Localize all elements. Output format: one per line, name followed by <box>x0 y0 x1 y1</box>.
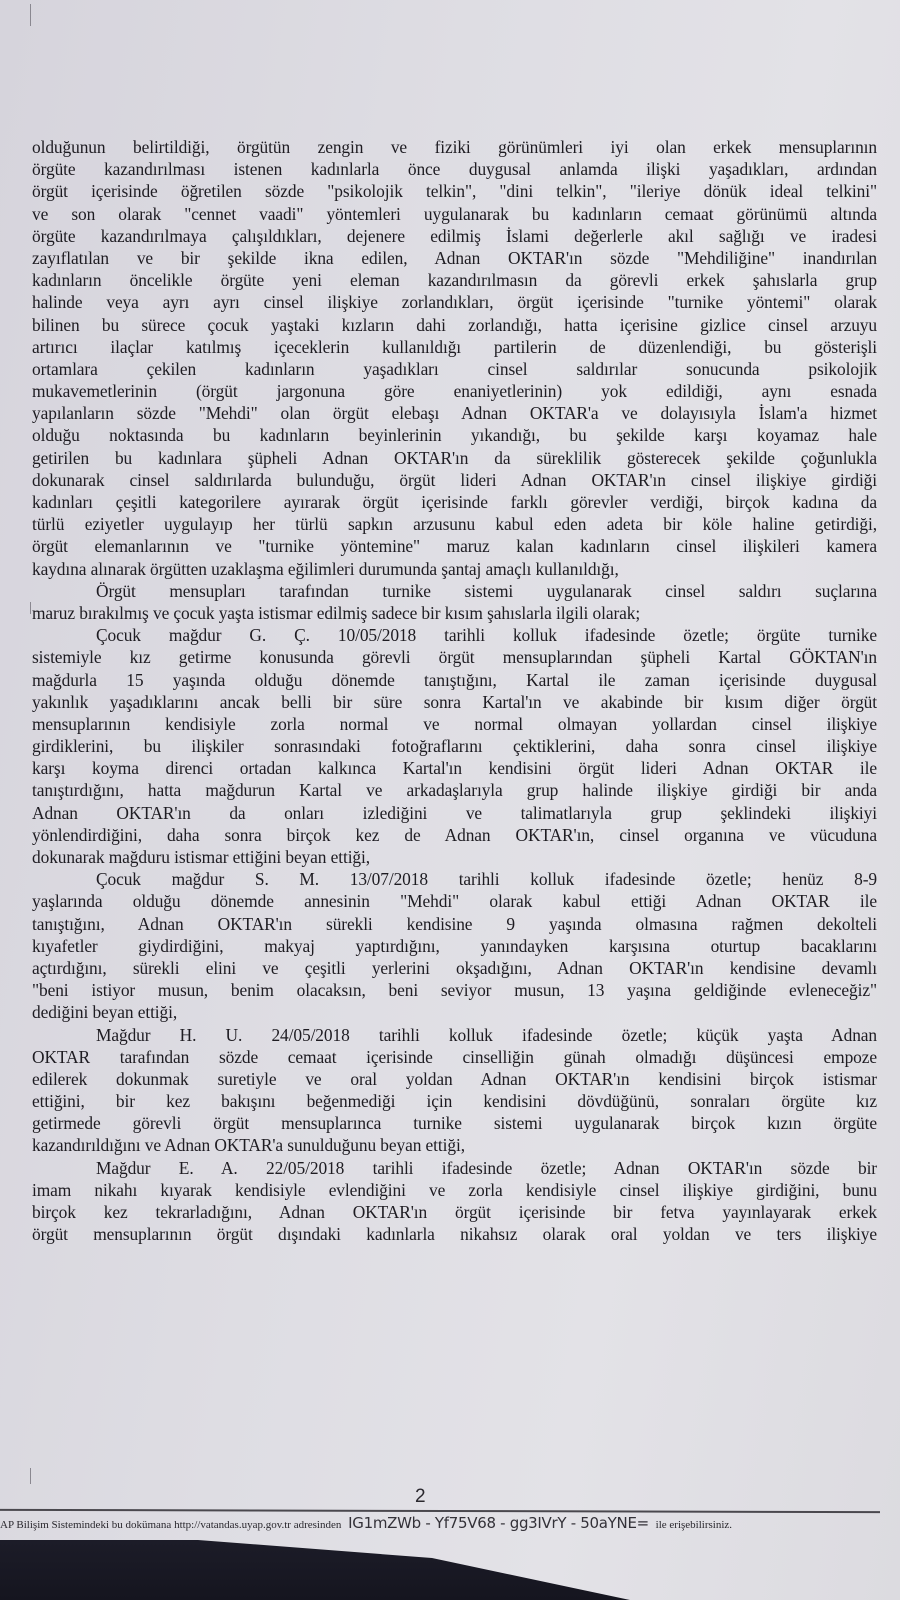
footer-suffix: ile erişebilirsiniz. <box>655 1519 733 1531</box>
document-line: dokunarak cinsel saldırılarda bulunduğu, örgüt lideri Adnan OKTAR'ın cinsel ilişkiye girdiği <box>32 469 877 490</box>
document-line: yapılanların sözde "Mehdi" olan örgüt elebaşı Adnan OKTAR'a ve dolayısıyla İslam'a hizmet <box>32 403 877 424</box>
document-line: ve son olarak "cennet vaadi" yöntemleri uygulanarak bu kadınların cemaat görünümü altında <box>32 203 877 224</box>
document-line: kazandırıldığını ve Adnan OKTAR'a sunulduğunu beyan ettiği, <box>32 1135 465 1156</box>
footer-access-note <box>0 1514 890 1532</box>
desk-background <box>0 1540 900 1600</box>
margin-mark-mid <box>30 602 31 614</box>
document-line: örgüt elemanlarının ve "turnike yöntemine" maruz kalan kadınların cinsel ilişkileri kamera <box>32 536 877 557</box>
document-line: artırıcı ilaçlar katılmış içeceklerin kullanıldığı partilerin de düzenlendiği, bu gösterişli <box>32 336 877 357</box>
document-line: Örgüt mensupları tarafından turnike sistemi uygulanarak cinsel saldırı suçlarına <box>96 580 877 601</box>
margin-mark-top <box>30 4 31 26</box>
footer-prefix: AP Bilişim Sistemindeki bu dokümana http://vatandas.uyap.gov.tr adresinden <box>0 1519 342 1531</box>
document-line: örgüte kazandırılmaya çalışıldıkları, dejenere edilmiş İslami değerlerle akıl sağlığı ve iradesi <box>32 225 877 246</box>
document-line: yönlendirdiğini, daha sonra birçok kez de Adnan OKTAR'ın, cinsel organına ve vücuduna <box>32 824 877 845</box>
document-line: ortamlara çekilen kadınların yaşadıkları cinsel saldırılar sonucunda psikolojik <box>32 358 877 379</box>
document-line: açtırdığını, sürekli elini ve çeşitli yerlerini okşadığını, Adnan OKTAR'ın kendisine devamlı <box>32 957 877 978</box>
document-line: tanıştırdığını, hatta mağdurun Kartal ve arkadaşlarıyla grup halinde ilişkiye girdiği bir anda <box>32 780 877 801</box>
document-line: karşı koyma direnci ortadan kalkınca Kartal'ın kendisini örgüt lideri Adnan OKTAR ile <box>32 758 877 779</box>
document-line: olduğunun belirtildiği, örgütün zengin ve fiziki görünümleri iyi olan erkek mensuplarının <box>32 137 877 157</box>
document-line: kaydına alınarak örgütten uzaklaşma eğilimleri durumunda şantaj amaçlı kullanıldığı, <box>32 558 619 579</box>
document-line: örgüte kazandırılması istenen kadınlarla önce duygusal anlamda ilişki yaşadıkları, ardından <box>32 159 877 180</box>
document-line: dokunarak mağduru istismar ettiğini beyan ettiği, <box>32 847 371 867</box>
document-line: türlü eziyetler uygulayıp her türlü sapkın arzusunu kabul eden adeta bir köle haline getirdiği, <box>32 514 877 535</box>
document-line: Çocuk mağdur S. M. 13/07/2018 tarihli kolluk ifadesinde özetle; henüz 8-9 <box>96 869 877 890</box>
document-line: Mağdur E. A. 22/05/2018 tarihli ifadesinde özetle; Adnan OKTAR'ın sözde bir <box>96 1157 877 1178</box>
document-line: mensuplarının kendisiyle zorla normal ve normal olmayan yollardan cinsel ilişkiye <box>32 713 877 734</box>
document-line: halinde veya ayrı ayrı cinsel ilişkiye zorlandıkları, örgüt içerisinde "turnike yöntemi" olarak <box>32 292 877 313</box>
document-line: "beni istiyor musun, benim olacaksın, beni seviyor musun, 13 yaşına geldiğinde evleneceğiz" <box>32 980 877 1001</box>
document-line: girdiklerini, bu ilişkiler sonrasındaki fotoğraflarını çektiklerini, daha sonra cinsel ilişkiye <box>32 736 877 757</box>
document-line: Çocuk mağdur G. Ç. 10/05/2018 tarihli kolluk ifadesinde özetle; örgüte turnike <box>96 625 877 646</box>
document-line: birçok kez tekrarladığını, Adnan OKTAR'ın örgüt içerisinde bir fetva yayınlayarak erkek <box>32 1202 877 1222</box>
document-line: Adnan OKTAR'ın da onları izlediğini ve talimatlarıyla grup şeklindeki ilişkiyi <box>32 802 877 823</box>
document-line: mukavemetlerinin (örgüt jargonuna göre enaniyetlerinin) yok edildiği, aynı esnada <box>32 381 877 402</box>
document-line: yaşlarında olduğu dönemde annesinin "Mehdi" olarak kabul ettiği Adnan OKTAR ile <box>32 891 877 912</box>
document-line: kıyafetler giydirdiğini, makyaj yaptırdığını, yanındayken karşısına oturtup bacaklarını <box>32 935 877 956</box>
document-line: Mağdur H. U. 24/05/2018 tarihli kolluk ifadesinde özetle; küçük yaşta Adnan <box>96 1024 877 1045</box>
margin-mark-bottom <box>30 1468 31 1484</box>
document-line: örgüt mensuplarının örgüt dışındaki kadınlarla nikahsız olarak oral yoldan ve ters ilişkiye <box>32 1224 877 1245</box>
document-body <box>32 136 877 1245</box>
document-line: ettiğini, bir kez bakışını beğenmediği için kendisini dövdüğünü, sonraları örgüte kız <box>32 1091 877 1112</box>
document-line: olduğu noktasında bu kadınların beyinlerinin yıkandığı, bu şekilde karşı koyamaz hale <box>32 425 877 446</box>
document-line: getirmede görevli örgüt mensuplarınca turnike sistemi uygulanarak birçok kızın örgüte <box>32 1113 877 1134</box>
document-line: edilerek dokunmak suretiyle ve oral yoldan Adnan OKTAR'ın kendisini birçok istismar <box>32 1068 877 1089</box>
document-line: getirilen bu kadınlara şüpheli Adnan OKTAR'ın da süreklilik gösterecek şekilde çoğunlukla <box>32 447 877 468</box>
document-line: kadınların öncelikle örgüte yeni eleman kazandırılmasın da görevli erkek şahıslarla grup <box>32 270 877 291</box>
document-line: tanıştığını, Adnan OKTAR'ın sürekli kendisine 9 yaşında olmasına rağmen dekolteli <box>32 913 877 934</box>
document-line: OKTAR tarafından sözde cemaat içerisinde cinselliğin günah olmadığı düşüncesi empoze <box>32 1046 877 1067</box>
document-line: sistemiyle kız getirme konusunda görevli örgüt mensuplarından şüpheli Kartal GÖKTAN'ın <box>32 647 877 668</box>
page-number: 2 <box>415 1486 426 1507</box>
footer-divider <box>0 1509 880 1513</box>
document-line: bilinen bu sürece çocuk yaştaki kızların dahi zorlandığı, hatta içerisine gizlice cinsel arzuyu <box>32 314 877 335</box>
document-line: imam nikahı kıyarak kendisiyle evlendiğini ve zorla kendisiyle cinsel ilişkiye girdiğini, bunu <box>32 1179 877 1200</box>
document-line: yakınlık yaşadıklarını ancak belli bir süre sonra Kartal'ın ve akabinde bir kısım diğer örgüt <box>32 691 877 712</box>
document-line: maruz bırakılmış ve çocuk yaşta istismar edilmiş sadece bir kısım şahıslarla ilgili olarak; <box>32 602 641 623</box>
document-line: zayıflatılan ve bir şekilde ikna edilen, Adnan OKTAR'ın sözde "Mehdiliğine" inandırılan <box>32 247 877 268</box>
document-line: kadınları çeşitli kategorilere ayırarak örgüt içerisinde farklı görevler verdiği, birçok kadına da <box>32 492 877 512</box>
document-line: dediğini beyan ettiği, <box>32 1002 178 1023</box>
document-line: örgüt içerisinde öğretilen sözde "psikolojik telkin", "dini telkin", "ileriye dönük ideal telkini" <box>32 181 877 202</box>
footer-access-code: IG1mZWb - Yf75V68 - gg3IVrY - 50aYNE= <box>348 1514 649 1532</box>
document-line: mağdurla 15 yaşında olduğu dönemde tanıştığını, Kartal ile zaman içerisinde duygusal <box>32 669 877 690</box>
